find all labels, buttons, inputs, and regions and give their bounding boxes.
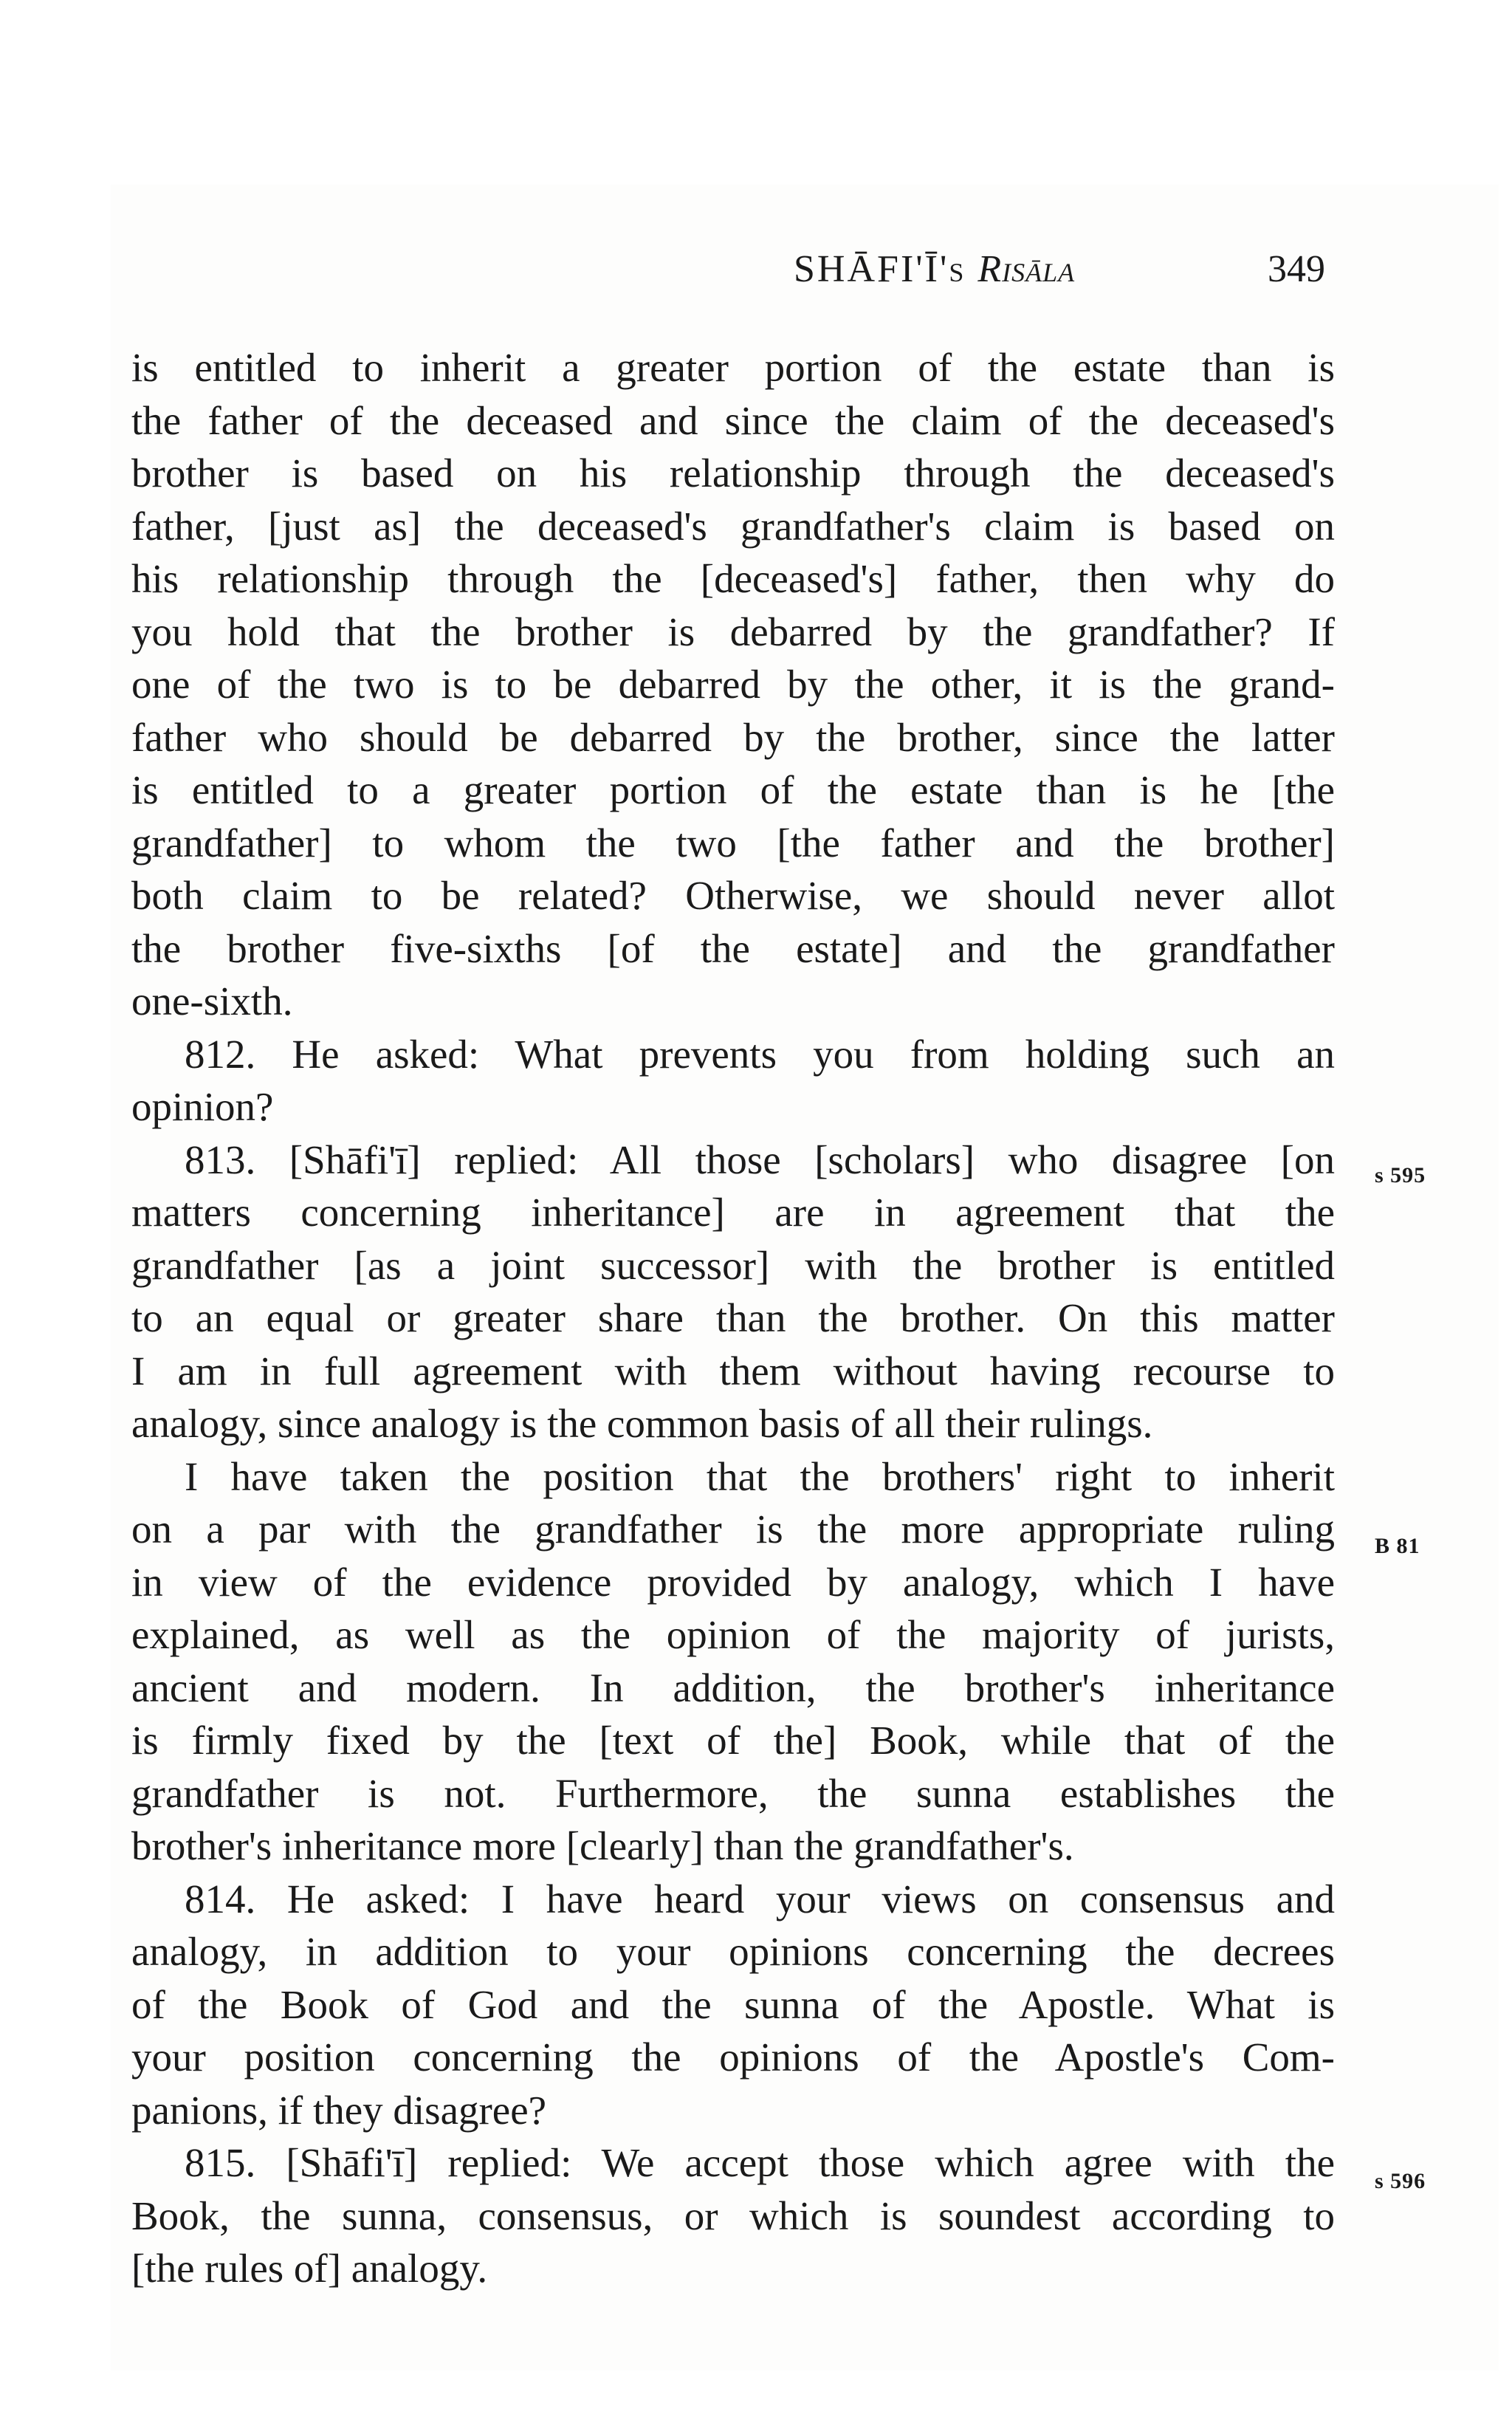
text-line: the brother five-sixths [of the estate] and the grandfather (131, 925, 1335, 971)
text-line: the father of the deceased and since the claim of the deceased's (131, 397, 1335, 443)
text-line: on a par with the grandfather is the more appropriate ruling (131, 1506, 1335, 1552)
text-line: ancient and modern. In addition, the brother's inheritance (131, 1665, 1335, 1710)
margin-note: s 596 (1375, 2169, 1426, 2193)
text-line: matters concerning inheritance] are in agreement that the (131, 1190, 1335, 1235)
margin-note: B 81 (1375, 1534, 1420, 1558)
text-line: explained, as well as the opinion of the majority of jurists, (131, 1612, 1335, 1657)
running-title (794, 247, 1075, 291)
text-line: brother is based on his relationship through the deceased's (131, 450, 1335, 496)
paragraph-815-line: 815. [Shāfi'ī] replied: We accept those which agree with the (185, 2140, 1335, 2185)
text-line: his relationship through the [deceased's] father, then why do (131, 556, 1335, 601)
text-line: panions, if they disagree? (131, 2087, 547, 2133)
body-text (131, 341, 1335, 2295)
running-title-prefix: SHĀFI'Ī's (794, 248, 978, 290)
text-line: is entitled to inherit a greater portion of the estate than is (131, 345, 1335, 390)
text-line: [the rules of] analogy. (131, 2246, 488, 2291)
text-line: grandfather] to whom the two [the father and the brother] (131, 820, 1335, 865)
text-line: one-sixth. (131, 978, 293, 1024)
text-line: your position concerning the opinions of the Apostle's Com- (131, 2034, 1335, 2080)
text-line: in view of the evidence provided by analogy, which I have (131, 1559, 1335, 1605)
running-title-italic: Risāla (977, 248, 1076, 290)
text-line: of the Book of God and the sunna of the Apostle. What is (131, 1981, 1335, 2027)
text-line: Book, the sunna, consensus, or which is soundest according to (131, 2193, 1335, 2238)
text-line: father who should be debarred by the brother, since the latter (131, 714, 1335, 760)
text-line: grandfather [as a joint successor] with the brother is entitled (131, 1242, 1335, 1288)
paragraph-812-line: 812. He asked: What prevents you from holding such an (185, 1031, 1335, 1077)
paragraph-813-line: 813. [Shāfi'ī] replied: All those [scholars] who disagree [on (185, 1137, 1335, 1182)
text-line: is entitled to a greater portion of the estate than is he [the (131, 767, 1335, 812)
text-line: grandfather is not. Furthermore, the sunna establishes the (131, 1770, 1335, 1816)
paragraph-814-line: 814. He asked: I have heard your views on consensus and (185, 1876, 1335, 1922)
page-number: 349 (1268, 248, 1325, 290)
text-line: brother's inheritance more [clearly] than the grandfather's. (131, 1823, 1074, 1868)
text-line: to an equal or greater share than the brother. On this matter (131, 1295, 1335, 1340)
text-line: analogy, in addition to your opinions concerning the decrees (131, 1929, 1335, 1974)
text-line: you hold that the brother is debarred by the grandfather? If (131, 608, 1335, 654)
text-line: I am in full agreement with them without having recourse to (131, 1348, 1335, 1393)
text-line: father, [just as] the deceased's grandfather's claim is based on (131, 503, 1335, 549)
text-line: both claim to be related? Otherwise, we should never allot (131, 873, 1335, 918)
text-line: opinion? (131, 1084, 274, 1129)
text-line: I have taken the position that the brothers' right to inherit (185, 1453, 1335, 1499)
page-header (794, 247, 1325, 299)
text-line: analogy, since analogy is the common basis of all their rulings. (131, 1401, 1153, 1446)
margin-note: s 595 (1375, 1163, 1426, 1187)
text-line: is firmly fixed by the [text of the] Book, while that of the (131, 1718, 1335, 1763)
text-line: one of the two is to be debarred by the other, it is the grand- (131, 662, 1335, 707)
